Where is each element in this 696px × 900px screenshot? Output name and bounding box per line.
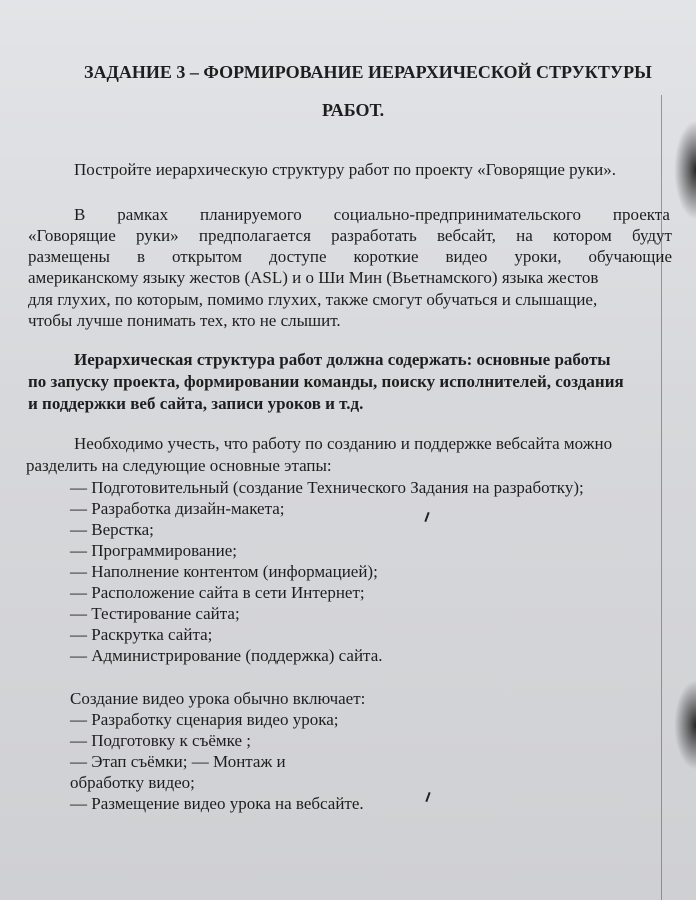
intro-line-6: чтобы лучше понимать тех, кто не слышит. [28, 311, 341, 330]
website-stage-item: — Наполнение контентом (информацией); [70, 562, 378, 581]
pen-mark [424, 512, 429, 522]
intro-word: видео [445, 247, 488, 266]
intro-word: котором [552, 226, 612, 245]
website-stage-item: — Администрирование (поддержка) сайта. [70, 646, 383, 665]
website-intro-line-2: разделить на следующие основные этапы: [26, 456, 332, 475]
intro-word: в [136, 247, 146, 266]
intro-word: разработать [331, 226, 417, 245]
intro-word: уроки, [514, 247, 562, 266]
video-step-item: — Размещение видео урока на вебсайте. [70, 794, 364, 813]
task-text: Постройте иерархическую структуру работ по проекту «Говорящие руки». [74, 160, 617, 179]
intro-word: руки» [136, 226, 179, 245]
website-stage-item: — Подготовительный (создание Технического Задания на разработку); [70, 478, 584, 497]
requirements-line-2: по запуску проекта, формировании команды, поиску исполнителей, создания [28, 372, 624, 391]
video-step-item: — Разработку сценария видео урока; [70, 710, 339, 729]
requirements-line-1: Иерархическая структура работ должна содержать: основные работы [74, 350, 611, 369]
video-step-item: — Подготовку к съёмке ; [70, 731, 252, 750]
website-stage-item: — Тестирование сайта; [70, 604, 240, 623]
title-line-1: ЗАДАНИЕ 3 – ФОРМИРОВАНИЕ ИЕРАРХИЧЕСКОЙ СТРУКТУРЫ [84, 62, 652, 82]
intro-word: социально-предпринимательского [333, 205, 581, 224]
intro-line-4: американскому языку жестов (ASL) и о Ши Мин (Вьетнамского) языка жестов [28, 268, 599, 287]
website-stage-item: — Верстка; [70, 520, 154, 539]
intro-word: вебсайт, [436, 226, 496, 245]
intro-line-3 [28, 247, 672, 267]
intro-word: открытом [172, 247, 243, 266]
intro-line-2 [28, 226, 672, 246]
intro-word: предполагается [198, 226, 311, 245]
intro-word: на [516, 226, 533, 245]
requirements-line-3: и поддержки веб сайта, записи уроков и т.д. [28, 394, 364, 413]
intro-word: обучающие [588, 247, 672, 266]
intro-line-5: для глухих, по которым, помимо глухих, также смогут обучаться и слышащие, [28, 290, 598, 309]
intro-word: доступе [269, 247, 327, 266]
intro-word: проекта [612, 205, 670, 224]
video-intro: Создание видео урока обычно включает: [70, 689, 366, 708]
pen-mark [425, 792, 430, 802]
intro-word: будут [631, 226, 672, 245]
intro-word: размещены [28, 247, 110, 266]
intro-word: рамках [117, 205, 169, 224]
website-stage-item: — Раскрутка сайта; [70, 625, 213, 644]
intro-word: В [74, 205, 86, 224]
intro-word: планируемого [200, 205, 302, 224]
website-intro-line-1: Необходимо учесть, что работу по созданию и поддержке вебсайта можно [74, 434, 613, 453]
title-line-2: РАБОТ. [322, 100, 385, 120]
intro-word: «Говорящие [28, 226, 116, 245]
website-stage-item: — Программирование; [70, 541, 237, 560]
intro-line-1 [74, 205, 670, 225]
video-step-item: обработку видео; [70, 773, 195, 792]
website-stage-item: — Разработка дизайн-макета; [70, 499, 285, 518]
website-stage-item: — Расположение сайта в сети Интернет; [70, 583, 365, 602]
video-step-item: — Этап съёмки; — Монтаж и [70, 752, 286, 771]
intro-word: короткие [353, 247, 419, 266]
